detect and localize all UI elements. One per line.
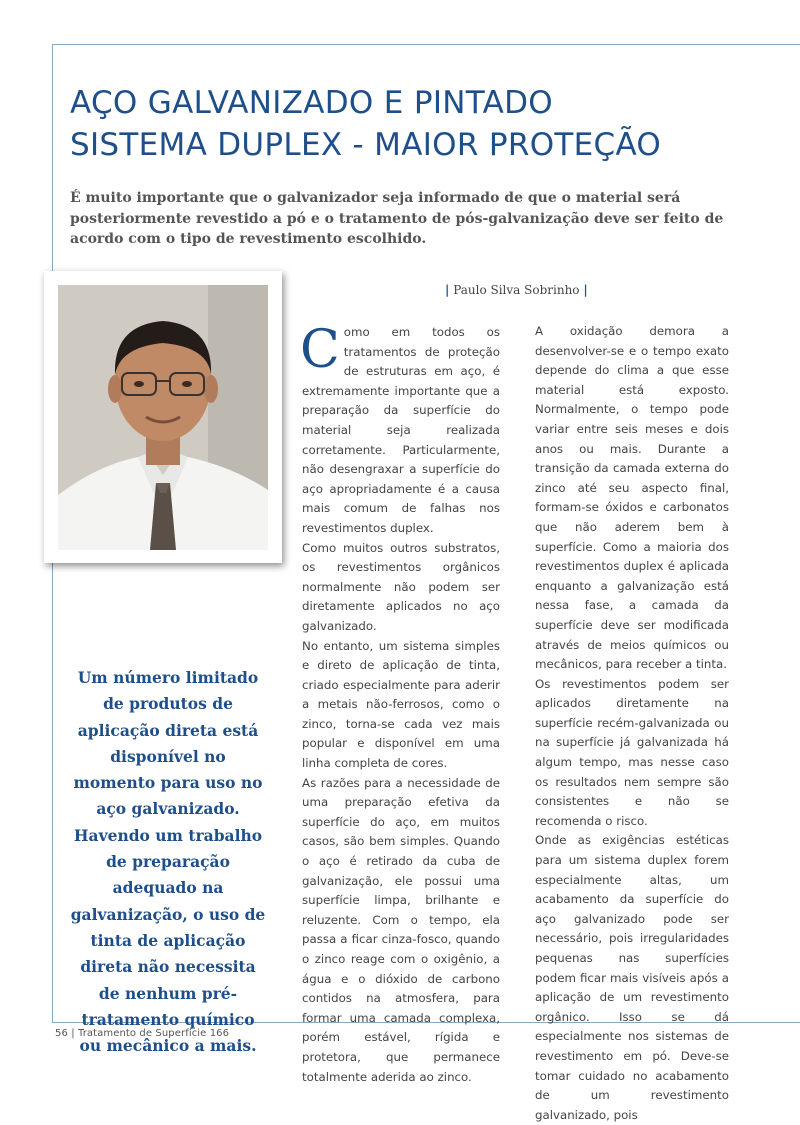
col1-paragraph-3: No entanto, um sistema simples e direto de aplicação de tinta, criado especialmente para aderir a metais não-ferrosos, como o zinco, torna-se cada vez mais popular e disponível em uma linha completa de cores. bbox=[302, 638, 500, 771]
col1-paragraph-1-text: omo em todos os tratamentos de proteção de estruturas em aço, é extremamente importante que a preparação da superfície do material seja realizada corretamente. Particularmente, não desengraxar a superfície do aço apropriadamente é a causa mais comum de falhas nos revestimentos duplex. bbox=[302, 325, 500, 535]
col1-paragraph-4: As razões para a necessidade de uma preparação efetiva da superfície do aço, em muitos casos, são bem simples. Quando o aço é retirado da cuba de galvanização, ele possui uma superfície limpa, brilhante e reluzente. Com o tempo, ela passa a ficar cinza-fosco, quando o zinco reage com o oxigênio, a água e o dióxido de carbono contidos na atmosfera, para formar uma camada complexa, porém estável, rígida e protetora, que permanece totalmente aderida ao zinco. bbox=[302, 775, 500, 1084]
col2-paragraph-2: Os revestimentos podem ser aplicados diretamente na superfície recém-galvanizada ou na superfície já galvanizada há algum tempo, mas nesse caso os resultados nem sempre são consistentes e não se recomenda o risco. bbox=[535, 676, 729, 828]
pull-quote: Um número limitado de produtos de aplicação direta está disponível no momento para uso no aço galvanizado. Havendo um trabalho de preparação adequado na galvanização, o uso de tinta de aplicação direta não necessita de nenhum pré-tratamento químico ou mecânico a mais. bbox=[70, 668, 266, 1056]
author-photo-card bbox=[44, 271, 282, 563]
body-column-2 bbox=[535, 322, 729, 1125]
byline-bar-left: | bbox=[445, 283, 450, 297]
author-byline bbox=[445, 283, 588, 297]
col1-paragraph-2: Como muitos outros substratos, os revestimentos orgânicos normalmente não podem ser diretamente aplicados no aço galvanizado. bbox=[302, 540, 500, 633]
col1-paragraph-1 bbox=[300, 320, 500, 539]
body-column-1 bbox=[300, 320, 500, 1087]
byline-bar-right: | bbox=[583, 283, 588, 297]
title-line-1: AÇO GALVANIZADO E PINTADO bbox=[70, 85, 553, 121]
lead-paragraph: É muito importante que o galvanizador seja informado de que o material será posteriormente revestido a pó e o tratamento de pós-galvanização deve ser feito de acordo com o tipo de revestimento escolhido. bbox=[70, 190, 724, 247]
drop-cap: C bbox=[300, 320, 340, 380]
col2-paragraph-3: Onde as exigências estéticas para um sistema duplex forem especialmente altas, um acabamento da superfície do aço galvanizado pode ser necessário, pois irregularidades pequenas nas superfícies podem ficar mais visíveis após a aplicação de um revestimento orgânico. Isso se dá especialmente nos sistemas de revestimento em pó. Deve-se tomar cuidado no acabamento de um revestimento galvanizado, pois bbox=[535, 833, 729, 1122]
col2-paragraph-1: A oxidação demora a desenvolver-se e o tempo exato depende do clima a que esse material está exposto. Normalmente, o tempo pode variar entre seis meses e dois anos ou mais. Durante a transição da camada externa do zinco até seu aspecto final, formam-se óxidos e carbonatos que não aderem bem à superfície. Como a maioria dos revestimentos duplex é aplicada enquanto a galvanização está nessa fase, a camada da superfície deve ser modificada através de meios químicos ou mecânicos, para receber a tinta. bbox=[535, 324, 729, 672]
author-portrait-icon bbox=[58, 285, 268, 550]
article-title bbox=[70, 82, 661, 166]
page-footer: 56 | Tratamento de Superfície 166 bbox=[55, 1028, 230, 1039]
author-name: Paulo Silva Sobrinho bbox=[453, 283, 580, 297]
title-line-2: SISTEMA DUPLEX - MAIOR PROTEÇÃO bbox=[70, 127, 662, 163]
